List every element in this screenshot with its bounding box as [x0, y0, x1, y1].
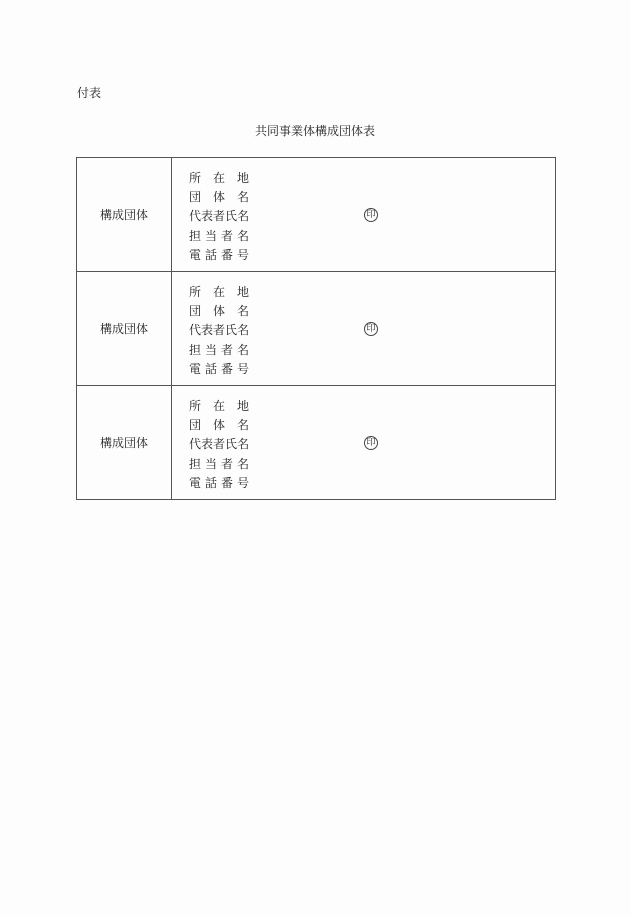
field-label: 団 体 名	[189, 190, 249, 205]
member-organizations-table	[76, 157, 556, 500]
field-label: 電 話 番 号	[189, 475, 249, 490]
field-label: 代 表 者 氏 名	[189, 323, 250, 338]
seal-icon: 印	[364, 436, 378, 450]
field-label: 担 当 者 名	[189, 456, 249, 471]
table-row	[77, 158, 556, 272]
field-label: 所 在 地	[189, 285, 249, 299]
document-title: 共同事業体構成団体表	[254, 124, 375, 138]
member-fields	[172, 272, 556, 386]
seal-icon: 印	[364, 208, 378, 222]
field-label: 所 在 地	[189, 171, 249, 185]
field-label: 担 当 者 名	[189, 342, 249, 357]
field-label: 電 話 番 号	[189, 361, 249, 376]
field-label: 団 体 名	[189, 418, 249, 433]
seal-icon: 印	[364, 322, 378, 336]
field-label: 団 体 名	[189, 304, 249, 319]
member-label: 構成団体	[77, 386, 172, 500]
member-label: 構成団体	[77, 158, 172, 272]
table-row	[77, 272, 556, 386]
field-label: 代 表 者 氏 名	[189, 209, 250, 224]
field-label: 代 表 者 氏 名	[189, 437, 250, 452]
member-label: 構成団体	[77, 272, 172, 386]
member-fields	[172, 158, 556, 272]
member-fields	[172, 386, 556, 500]
field-label: 担 当 者 名	[189, 228, 249, 243]
table-row	[77, 386, 556, 500]
appendix-label: 付表	[77, 86, 102, 100]
field-label: 電 話 番 号	[189, 247, 249, 262]
field-label: 所 在 地	[189, 399, 249, 413]
